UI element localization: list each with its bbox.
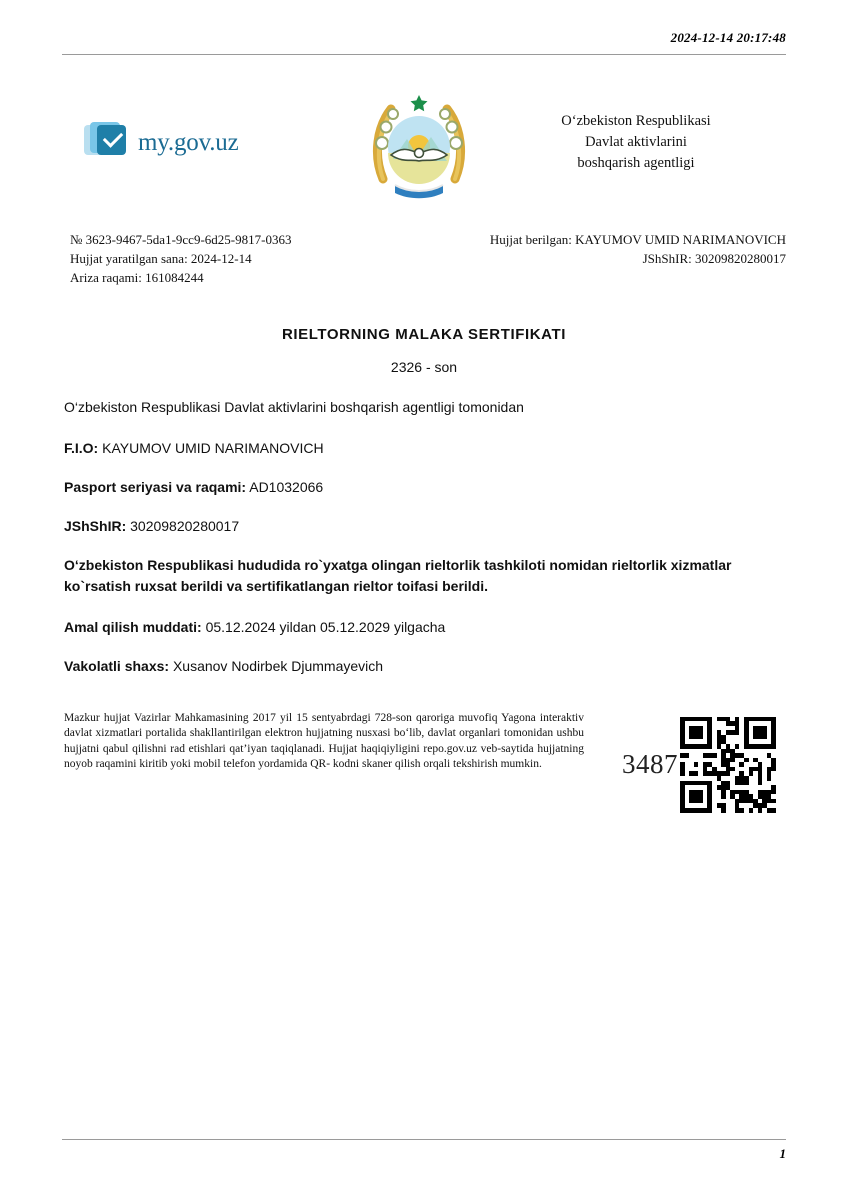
- qr-code-icon: [680, 717, 776, 813]
- certificate-statement: O‘zbekiston Respublikasi hududida ro`yxatga olingan rieltorlik tashkiloti nomidan rieltorlik xizmatlar ko`rsatish ruxsat berildi va sertifikatlangan rieltor toifasi berildi.: [64, 556, 732, 594]
- field-fio-label: F.I.O:: [64, 439, 99, 456]
- meta-left-column: [62, 231, 291, 288]
- document-meta: [62, 231, 786, 288]
- header-timestamp: 2024-12-14 20:17:48: [670, 30, 786, 45]
- field-passport-value: AD1032066: [249, 478, 324, 495]
- qr-block: [584, 711, 786, 813]
- state-emblem-icon: [369, 93, 469, 201]
- footer-divider: [62, 1139, 786, 1140]
- field-passport-label: Pasport seriyasi va raqami:: [64, 478, 247, 495]
- field-pinfl-value: 30209820280017: [130, 517, 240, 534]
- certificate-title: RIELTORNING MALAKA SERTIFIKATI: [281, 325, 567, 343]
- agency-line-2: Davlat aktivlarini: [585, 134, 687, 151]
- certificate-intro: O‘zbekiston Respublikasi Davlat aktivlarini boshqarish agentligi tomonidan: [64, 398, 524, 415]
- mygov-logo: [62, 93, 352, 165]
- field-validity-label: Amal qilish muddati:: [64, 618, 202, 635]
- certificate-number: 2326 - son: [390, 358, 458, 375]
- agency-line-3: boshqarish agentligi: [577, 155, 695, 172]
- legal-note: Mazkur hujjat Vazirlar Mahkamasining 2017 yil 15 sentyabrdagi 728-son qaroriga muvofiq Yagona interaktiv davlat xizmatlari portalida shakllantirilgan elektron hujjatning nusxasi bo‘lib, davlat organlari tomonidan ushbu hujjatni qabul qilishni rad etishlari qat’iyan taqiqlanadi. Hujjat haqiqiyligini repo.gov.uz veb-saytida hujjatning noyob raqamini kiritib yoki mobil telefon yordamida QR- kodni skaner qilish orqali tekshirish mumkin.: [64, 711, 584, 771]
- agency-name: [486, 93, 786, 174]
- field-authorized-person: [64, 656, 786, 677]
- agency-line-1: O‘zbekiston Respublikasi: [561, 113, 711, 129]
- field-validity-value: 05.12.2024 yildan 05.12.2029 yilgacha: [205, 618, 446, 635]
- mygov-checkbox-icon: [84, 121, 130, 165]
- mygov-logo-text: my.gov.uz: [138, 129, 239, 156]
- field-fio-value: KAYUMOV UMID NARIMANOVICH: [102, 439, 324, 456]
- field-fio: [64, 438, 786, 459]
- meta-right-column: [490, 231, 786, 288]
- field-authorized-person-label: Vakolatli shaxs:: [64, 657, 170, 674]
- document-header: [62, 0, 786, 55]
- document-footer: [62, 1131, 786, 1162]
- verification-section: [62, 711, 786, 813]
- field-passport: [64, 477, 786, 498]
- brand-band: [62, 93, 786, 203]
- header-divider: [62, 54, 786, 55]
- field-pinfl: [64, 516, 786, 537]
- document-id: № 3623-9467-5da1-9cc9-6d25-9817-0363: [70, 232, 292, 247]
- application-number: Ariza raqami: 161084244: [70, 269, 204, 285]
- field-validity: [64, 617, 786, 638]
- state-emblem: [364, 93, 474, 201]
- page-number: 1: [779, 1146, 786, 1161]
- issued-pinfl: JShShIR: 30209820280017: [642, 250, 786, 266]
- qr-code-number: 3487: [622, 749, 678, 780]
- document-created-date: Hujjat yaratilgan sana: 2024-12-14: [70, 250, 252, 266]
- field-pinfl-label: JShShIR:: [64, 517, 127, 534]
- issued-to: Hujjat berilgan: KAYUMOV UMID NARIMANOVICH: [489, 232, 786, 247]
- field-authorized-person-value: Xusanov Nodirbek Djummayevich: [172, 657, 384, 674]
- certificate-body: [62, 397, 786, 677]
